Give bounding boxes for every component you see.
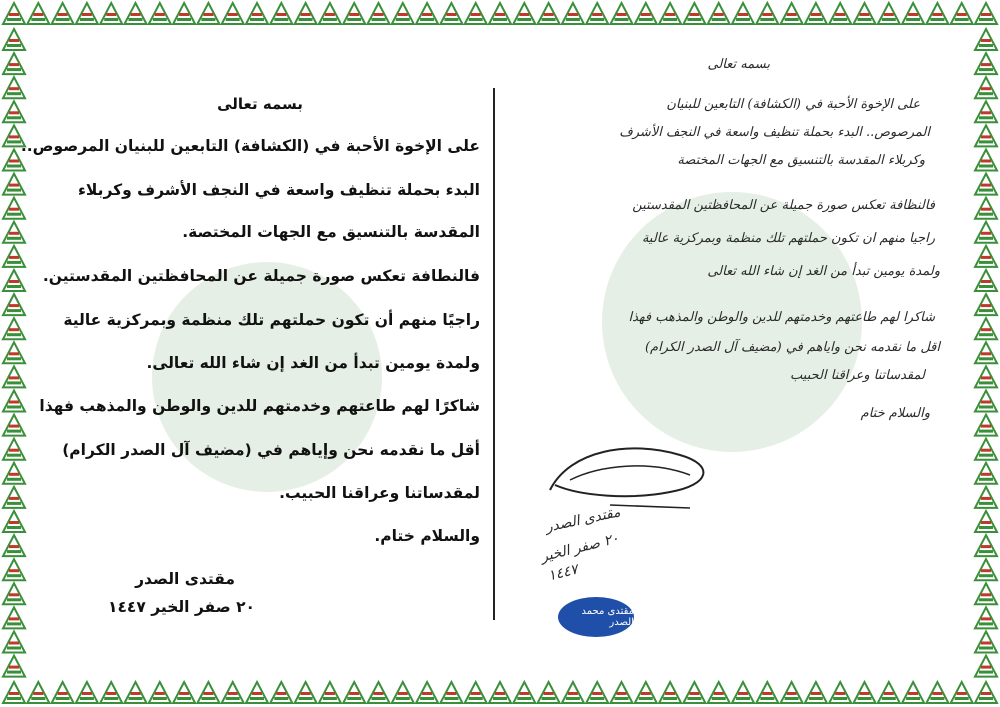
border-motif-icon xyxy=(975,318,997,339)
border-motif-icon xyxy=(3,656,25,677)
border-motif-icon xyxy=(3,487,25,508)
typed-signature-date: ٢٠ صفر الخير ١٤٤٧ xyxy=(107,598,255,616)
border-motif-icon xyxy=(197,3,219,24)
border-motif-icon xyxy=(975,366,997,387)
border-motif-icon xyxy=(683,682,705,703)
border-motif-icon xyxy=(708,682,730,703)
border-motif-icon xyxy=(3,632,25,653)
border-motif-icon xyxy=(854,3,876,24)
border-motif-icon xyxy=(173,682,195,703)
border-motif-icon xyxy=(902,682,924,703)
typed-line: على الإخوة الأحبة في (الكشافة) التابعين للبنيان المرصوص.. xyxy=(20,137,480,155)
typed-line: والسلام ختام. xyxy=(374,527,480,545)
border-motif-icon xyxy=(440,682,462,703)
border-motif-icon xyxy=(392,3,414,24)
border-motif-icon xyxy=(975,463,997,484)
border-motif-icon xyxy=(246,3,268,24)
border-motif-icon xyxy=(3,294,25,315)
border-motif-icon xyxy=(368,3,390,24)
border-motif-icon xyxy=(975,53,997,74)
border-motif-icon xyxy=(586,682,608,703)
border-motif-icon xyxy=(3,77,25,98)
border-motif-icon xyxy=(3,270,25,291)
border-motif-icon xyxy=(295,682,317,703)
handwritten-signature-icon xyxy=(540,430,740,520)
border-motif-icon xyxy=(3,439,25,460)
border-motif-icon xyxy=(3,535,25,556)
border-motif-icon xyxy=(781,3,803,24)
border-motif-icon xyxy=(975,487,997,508)
seal-text: مقتدى محمد الصدر xyxy=(581,606,634,628)
border-motif-icon xyxy=(878,682,900,703)
border-motif-icon xyxy=(635,3,657,24)
border-motif-icon xyxy=(343,3,365,24)
border-motif-icon xyxy=(562,682,584,703)
border-motif-icon xyxy=(392,682,414,703)
typed-line: ولمدة يومين تبدأ من الغد إن شاء الله تعالى. xyxy=(146,354,480,372)
border-motif-icon xyxy=(975,222,997,243)
handwritten-line: فالنظافة تعكس صورة جميلة عن المحافظتين المقدستين xyxy=(632,198,935,213)
border-motif-icon xyxy=(975,559,997,580)
border-motif-icon xyxy=(975,150,997,171)
handwritten-title: بسمه تعالى xyxy=(707,57,770,72)
border-motif-icon xyxy=(27,3,49,24)
border-motif-icon xyxy=(3,607,25,628)
border-motif-icon xyxy=(975,632,997,653)
border-motif-icon xyxy=(902,3,924,24)
border-motif-icon xyxy=(270,3,292,24)
handwritten-signature-year: ١٤٤٧ xyxy=(546,561,580,585)
border-motif-icon xyxy=(489,682,511,703)
border-motif-icon xyxy=(3,391,25,412)
border-motif-icon xyxy=(3,29,25,50)
border-motif-icon xyxy=(222,682,244,703)
border-motif-icon xyxy=(975,415,997,436)
border-motif-icon xyxy=(538,3,560,24)
typed-letter xyxy=(20,40,480,660)
border-motif-icon xyxy=(951,3,973,24)
border-motif-icon xyxy=(416,3,438,24)
border-motif-icon xyxy=(3,222,25,243)
handwritten-line: وكربلاء المقدسة بالتنسيق مع الجهات المختصة xyxy=(677,153,925,168)
border-motif-icon xyxy=(465,682,487,703)
handwritten-line: والسلام ختام xyxy=(860,406,930,421)
border-motif-icon xyxy=(513,3,535,24)
typed-line: المقدسة بالتنسيق مع الجهات المختصة. xyxy=(182,223,480,241)
typed-line: راجيًا منهم أن تكون حملتهم تلك منظمة وبمركزية عالية xyxy=(63,311,480,329)
border-motif-icon xyxy=(975,29,997,50)
border-motif-icon xyxy=(975,656,997,677)
border-motif-icon xyxy=(3,3,25,24)
border-motif-icon xyxy=(3,682,25,703)
border-motif-icon xyxy=(975,101,997,122)
border-motif-icon xyxy=(878,3,900,24)
border-motif-icon xyxy=(149,682,171,703)
typed-signature-name: مقتدى الصدر xyxy=(135,570,235,588)
handwritten-line: راجيا منهم ان تكون حملتهم تلك منظمة وبمركزية عالية xyxy=(641,231,935,246)
handwritten-line: على الإخوة الأحبة في (الكشافة) التابعين للبنيان xyxy=(666,97,920,112)
border-motif-icon xyxy=(611,3,633,24)
official-seal xyxy=(558,597,634,637)
typed-line: شاكرًا لهم طاعتهم وخدمتهم للدين والوطن والمذهب فهذا xyxy=(39,397,480,415)
border-motif-icon xyxy=(975,439,997,460)
handwritten-line: ولمدة يومين تبدأ من الغد إن شاء الله تعالى xyxy=(707,264,940,279)
border-motif-icon xyxy=(756,3,778,24)
border-motif-icon xyxy=(125,3,147,24)
border-motif-icon xyxy=(975,270,997,291)
border-motif-icon xyxy=(52,3,74,24)
border-motif-icon xyxy=(975,246,997,267)
border-motif-icon xyxy=(3,318,25,339)
border-motif-icon xyxy=(926,682,948,703)
border-motif-icon xyxy=(246,682,268,703)
border-motif-icon xyxy=(440,3,462,24)
border-motif-icon xyxy=(732,682,754,703)
border-motif-icon xyxy=(635,682,657,703)
border-motif-icon xyxy=(975,682,997,703)
border-motif-icon xyxy=(3,366,25,387)
border-motif-icon xyxy=(562,3,584,24)
border-motif-icon xyxy=(3,342,25,363)
border-motif-icon xyxy=(659,3,681,24)
border-motif-icon xyxy=(3,53,25,74)
border-motif-icon xyxy=(173,3,195,24)
border-motif-icon xyxy=(465,3,487,24)
border-motif-icon xyxy=(295,3,317,24)
border-motif-icon xyxy=(975,391,997,412)
border-motif-icon xyxy=(343,682,365,703)
border-motif-icon xyxy=(538,682,560,703)
border-motif-icon xyxy=(975,174,997,195)
border-motif-icon xyxy=(3,463,25,484)
border-motif-icon xyxy=(975,3,997,24)
handwritten-line: لمقدساتنا وعراقنا الحبيب xyxy=(790,368,925,383)
border-motif-icon xyxy=(76,3,98,24)
border-motif-icon xyxy=(805,682,827,703)
border-motif-icon xyxy=(975,77,997,98)
border-motif-icon xyxy=(3,559,25,580)
handwritten-signature-date: ٢٠ صفر الخير xyxy=(539,530,621,566)
column-divider xyxy=(493,88,495,620)
border-motif-icon xyxy=(3,174,25,195)
typed-line: لمقدساتنا وعراقنا الحبيب. xyxy=(279,484,480,502)
handwritten-signature-name: مقتدى الصدر xyxy=(544,504,622,536)
border-motif-icon xyxy=(513,682,535,703)
border-motif-icon xyxy=(975,198,997,219)
handwritten-line: شاكرا لهم طاعتهم وخدمتهم للدين والوطن والمذهب فهذا xyxy=(628,310,935,325)
border-motif-icon xyxy=(3,415,25,436)
border-motif-icon xyxy=(100,682,122,703)
typed-line: البدء بحملة تنظيف واسعة في النجف الأشرف وكربلاء xyxy=(77,181,480,199)
border-motif-icon xyxy=(683,3,705,24)
border-motif-icon xyxy=(975,511,997,532)
typed-title: بسمه تعالى xyxy=(217,95,303,113)
border-motif-icon xyxy=(3,246,25,267)
border-motif-icon xyxy=(319,3,341,24)
border-motif-icon xyxy=(100,3,122,24)
handwritten-line: اقل ما نقدمه نحن واياهم في (مضيف آل الصدر الكرام) xyxy=(644,340,940,355)
border-motif-icon xyxy=(3,511,25,532)
border-motif-icon xyxy=(926,3,948,24)
border-motif-icon xyxy=(975,125,997,146)
border-motif-icon xyxy=(829,3,851,24)
border-motif-icon xyxy=(805,3,827,24)
border-motif-icon xyxy=(829,682,851,703)
border-motif-icon xyxy=(975,583,997,604)
border-motif-icon xyxy=(975,535,997,556)
border-motif-icon xyxy=(416,682,438,703)
border-motif-icon xyxy=(125,682,147,703)
border-motif-icon xyxy=(319,682,341,703)
border-motif-icon xyxy=(975,294,997,315)
typed-line: فالنطافة تعكس صورة جميلة عن المحافظتين المقدستين. xyxy=(42,267,480,285)
border-motif-icon xyxy=(975,342,997,363)
border-motif-icon xyxy=(756,682,778,703)
border-motif-icon xyxy=(197,682,219,703)
border-motif-icon xyxy=(611,682,633,703)
border-motif-icon xyxy=(3,198,25,219)
border-motif-icon xyxy=(781,682,803,703)
border-motif-icon xyxy=(489,3,511,24)
typed-line: أقل ما نقدمه نحن وإياهم في (مضيف آل الصدر الكرام) xyxy=(62,441,480,459)
border-motif-icon xyxy=(52,682,74,703)
border-motif-icon xyxy=(3,101,25,122)
border-motif-icon xyxy=(586,3,608,24)
border-motif-icon xyxy=(27,682,49,703)
border-motif-icon xyxy=(732,3,754,24)
handwritten-letter xyxy=(510,50,960,450)
border-motif-icon xyxy=(951,682,973,703)
border-motif-icon xyxy=(149,3,171,24)
border-motif-icon xyxy=(368,682,390,703)
border-motif-icon xyxy=(708,3,730,24)
border-motif-icon xyxy=(854,682,876,703)
border-motif-icon xyxy=(270,682,292,703)
border-motif-icon xyxy=(659,682,681,703)
border-motif-icon xyxy=(222,3,244,24)
border-motif-icon xyxy=(3,583,25,604)
border-motif-icon xyxy=(975,607,997,628)
handwritten-line: المرصوص.. البدء بحملة تنظيف واسعة في النجف الأشرف xyxy=(619,125,930,140)
border-motif-icon xyxy=(76,682,98,703)
